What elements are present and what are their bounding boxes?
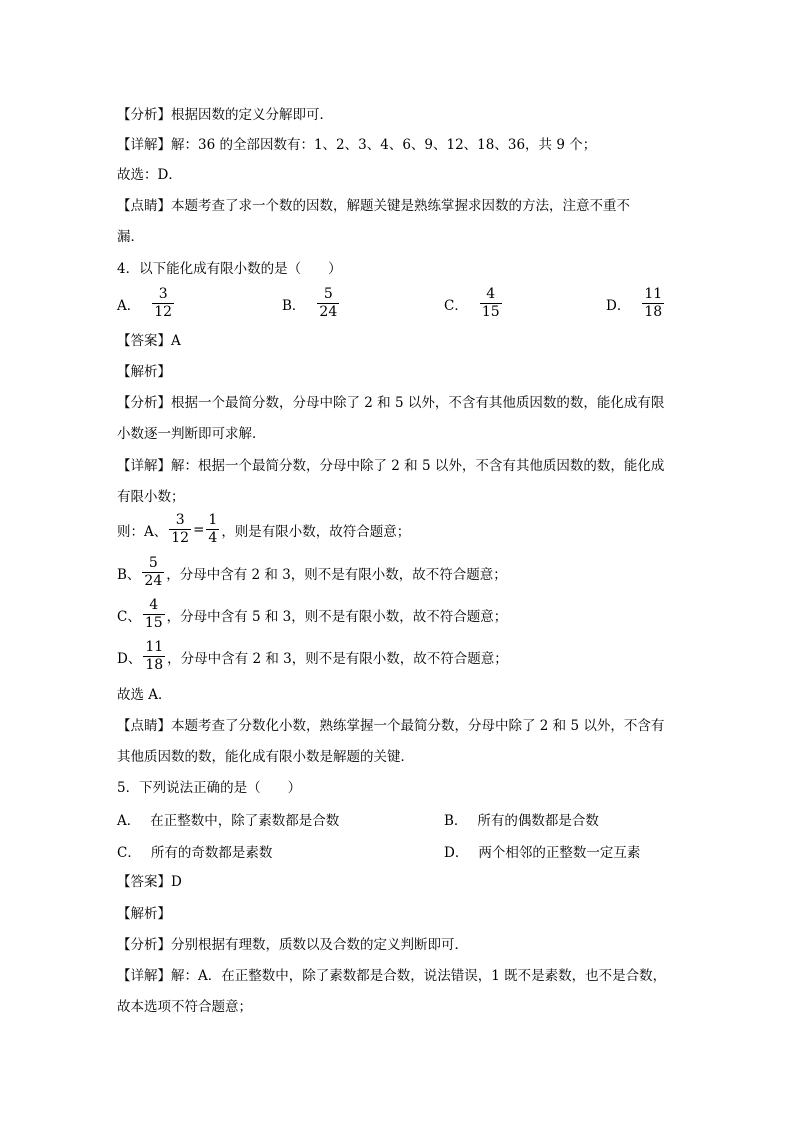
detail-line: 【详解】解：36 的全部因数有：1、2、3、4、6、9、12、18、36，共 9 个；	[117, 137, 597, 153]
q5-option-d	[444, 841, 640, 861]
option-label: B．	[282, 297, 306, 314]
analysis-5-line: 【分析】分别根据有理数，质数以及合数的定义判断即可．	[117, 937, 468, 953]
denominator: 12	[171, 530, 190, 546]
fraction	[206, 512, 219, 547]
fraction	[142, 555, 164, 590]
row-text: ，分母中含有 2 和 3，则不是有限小数，故不符合题意；	[167, 650, 508, 667]
question-4-stem: 4．以下能化成有限小数的是（ ）	[117, 261, 342, 277]
q5-option-c	[117, 841, 272, 861]
fraction	[143, 639, 165, 674]
option-label: D．	[444, 845, 469, 861]
answer-5: 【答案】D	[117, 874, 182, 890]
analysis-row-b	[117, 555, 507, 590]
row-prefix: D、	[117, 650, 142, 667]
q4-option-a	[117, 286, 176, 321]
row-text: ，分母中含有 2 和 3，则不是有限小数，故不符合题意；	[166, 566, 507, 583]
fraction	[143, 597, 165, 632]
numerator: 4	[480, 286, 502, 304]
option-label: A．	[117, 297, 141, 314]
option-text: 在正整数中，除了素数都是合数	[150, 813, 340, 829]
analysis-row-d	[117, 639, 508, 674]
option-text: 所有的奇数都是素数	[150, 845, 273, 861]
option-label: C．	[117, 845, 141, 861]
comment-4-line2: 其他质因数的数，能化成有限小数是解题的关键．	[117, 749, 414, 765]
option-label: A．	[117, 813, 141, 829]
choice-4: 故选 A．	[117, 687, 172, 703]
fraction	[642, 286, 664, 321]
solution-4-heading: 【解析】	[117, 364, 171, 380]
option-label: D．	[606, 297, 631, 314]
row-prefix: C、	[117, 608, 141, 625]
fraction	[152, 286, 174, 321]
analysis-row-a	[117, 512, 410, 547]
q5-option-a	[117, 809, 339, 829]
analysis-4-line1: 【分析】根据一个最简分数，分母中除了 2 和 5 以外，不含有其他质因数的数，能化成有限	[117, 395, 665, 411]
q4-option-d	[606, 286, 666, 321]
q5-option-b	[444, 809, 599, 829]
row-prefix: B、	[117, 566, 141, 583]
detail-4-line1: 【详解】解：根据一个最简分数，分母中除了 2 和 5 以外，不含有其他质因数的数，能化成	[117, 458, 665, 474]
comment-line-cont: 漏．	[117, 229, 144, 245]
denominator: 12	[154, 304, 173, 320]
detail-5-line2: 故本选项不符合题意；	[117, 999, 252, 1015]
detail-4-line2: 有限小数；	[117, 489, 185, 505]
denominator: 24	[319, 304, 338, 320]
detail-5-line1: 【详解】解：A．在正整数中，除了素数都是合数，说法错误，1 既不是素数，也不是合数，	[117, 968, 667, 984]
q4-option-c	[444, 286, 504, 321]
row-text: ，分母中含有 5 和 3，则不是有限小数，故不符合题意；	[166, 608, 508, 625]
q4-option-b	[282, 286, 341, 321]
analysis-line: 【分析】根据因数的定义分解即可．	[117, 107, 333, 123]
option-text: 两个相邻的正整数一定互素	[478, 845, 641, 861]
denominator: 18	[644, 304, 663, 320]
fraction	[169, 512, 191, 547]
row-text: ，则是有限小数，故符合题意；	[221, 523, 411, 540]
fraction	[317, 286, 339, 321]
numerator: 3	[169, 512, 191, 530]
comment-4-line1: 【点睛】本题考查了分数化小数，熟练掌握一个最简分数，分母中除了 2 和 5 以外，不含有	[117, 718, 665, 734]
solution-5-heading: 【解析】	[117, 906, 171, 922]
analysis-4-line2: 小数逐一判断即可求解．	[117, 426, 266, 442]
numerator: 5	[317, 286, 339, 304]
denominator: 24	[144, 573, 163, 589]
numerator: 11	[145, 639, 164, 655]
question-5-stem: 5．下列说法正确的是（ ）	[117, 780, 302, 796]
denominator: 15	[144, 615, 163, 631]
numerator: 4	[143, 597, 165, 615]
equals-sign: =	[193, 521, 205, 538]
denominator: 18	[145, 657, 164, 673]
denominator: 4	[208, 530, 218, 546]
option-text: 所有的偶数都是合数	[477, 813, 599, 829]
fraction	[480, 286, 502, 321]
choice-line: 故选：D．	[117, 167, 182, 183]
row-prefix: 则：A、	[117, 523, 168, 540]
answer-4: 【答案】A	[117, 333, 181, 349]
numerator: 3	[152, 286, 174, 304]
numerator: 1	[208, 512, 218, 528]
option-label: C．	[444, 297, 468, 314]
denominator: 15	[481, 304, 500, 320]
comment-line: 【点睛】本题考查了求一个数的因数，解题关键是熟练掌握求因数的方法，注意不重不	[117, 198, 630, 214]
numerator: 5	[142, 555, 164, 573]
numerator: 11	[644, 286, 663, 302]
analysis-row-c	[117, 597, 507, 632]
option-label: B．	[444, 813, 468, 829]
